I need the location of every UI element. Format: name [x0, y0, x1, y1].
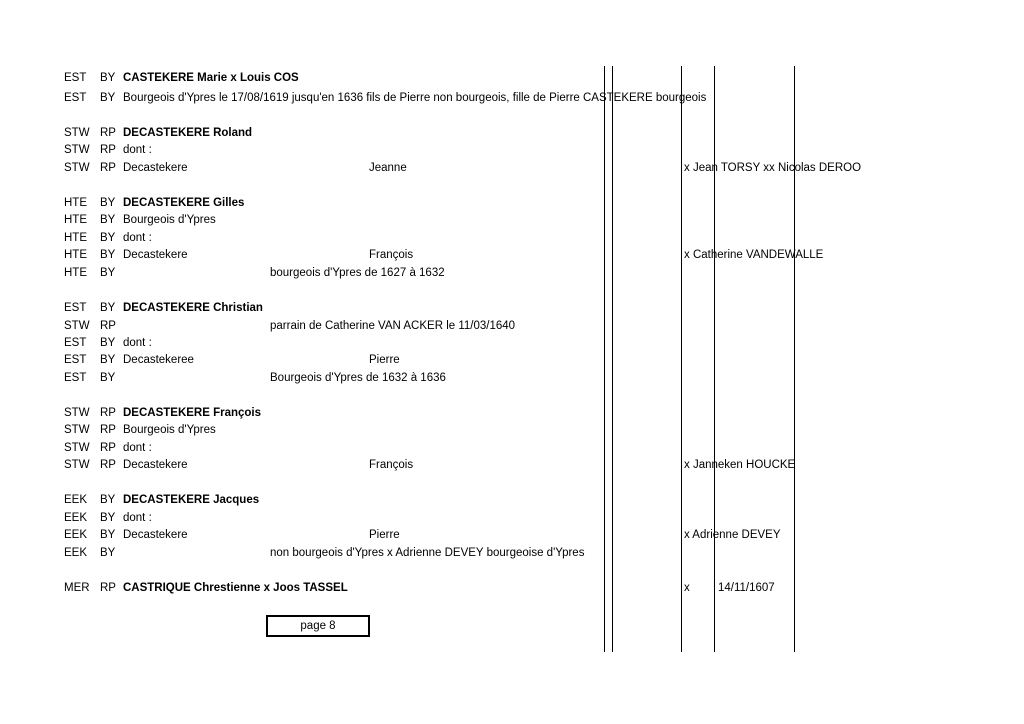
cell-c3: Bourgeois d'Ypres le 17/08/1619 jusqu'en 1636 fils de Pierre non bourgeois, fille de Pierre CASTEKERE bourgeois: [123, 92, 707, 104]
cell-c1: EEK: [64, 547, 88, 559]
cell-c5: Pierre: [369, 529, 400, 541]
cell-c3: dont :: [123, 144, 152, 156]
cell-c1: EST: [64, 92, 87, 104]
cell-c2: BY: [100, 302, 116, 314]
cell-c6: x: [684, 582, 690, 594]
cell-c4: non bourgeois d'Ypres x Adrienne DEVEY bourgeoise d'Ypres: [270, 547, 585, 559]
cell-c6: x Adrienne DEVEY: [684, 529, 781, 541]
cell-c1: EST: [64, 372, 87, 384]
cell-c6: x Janneken HOUCKE: [684, 459, 796, 471]
cell-c3: Decastekere: [123, 249, 188, 261]
cell-c2: RP: [100, 459, 116, 471]
cell-c1: STW: [64, 442, 90, 454]
cell-c2: RP: [100, 407, 116, 419]
cell-c1: STW: [64, 459, 90, 471]
cell-c2: BY: [100, 92, 116, 104]
cell-c7: 14/11/1607: [718, 582, 775, 594]
cell-c2: BY: [100, 337, 116, 349]
cell-c2: BY: [100, 214, 116, 226]
cell-c5: François: [369, 249, 414, 261]
cell-c3: dont :: [123, 442, 152, 454]
cell-c3: DECASTEKERE Gilles: [123, 197, 245, 209]
cell-c2: BY: [100, 529, 116, 541]
column-rule: [604, 66, 605, 652]
cell-c3: DECASTEKERE François: [123, 407, 262, 419]
cell-c2: RP: [100, 162, 116, 174]
cell-c3: Decastekere: [123, 529, 188, 541]
cell-c5: Jeanne: [369, 162, 407, 174]
column-rule: [681, 66, 682, 652]
cell-c1: STW: [64, 127, 90, 139]
cell-c2: RP: [100, 144, 116, 156]
cell-c2: BY: [100, 267, 116, 279]
column-rule: [794, 66, 795, 652]
cell-c2: BY: [100, 249, 116, 261]
cell-c1: MER: [64, 582, 90, 594]
cell-c1: STW: [64, 424, 90, 436]
cell-c1: HTE: [64, 197, 87, 209]
cell-c2: RP: [100, 127, 116, 139]
cell-c6: x Catherine VANDEWALLE: [684, 249, 824, 261]
cell-c1: EST: [64, 337, 87, 349]
cell-c1: HTE: [64, 249, 87, 261]
cell-c3: Bourgeois d'Ypres: [123, 214, 216, 226]
cell-c1: EEK: [64, 529, 88, 541]
cell-c3: dont :: [123, 512, 152, 524]
cell-c4: parrain de Catherine VAN ACKER le 11/03/1640: [270, 320, 516, 332]
cell-c1: HTE: [64, 232, 87, 244]
column-rule: [612, 66, 613, 652]
cell-c3: dont :: [123, 337, 152, 349]
cell-c1: STW: [64, 162, 90, 174]
cell-c1: STW: [64, 407, 90, 419]
cell-c3: CASTRIQUE Chrestienne x Joos TASSEL: [123, 582, 348, 594]
cell-c1: STW: [64, 144, 90, 156]
cell-c2: BY: [100, 72, 116, 84]
cell-c2: BY: [100, 197, 116, 209]
cell-c3: DECASTEKERE Christian: [123, 302, 263, 314]
cell-c3: DECASTEKERE Roland: [123, 127, 253, 139]
cell-c2: BY: [100, 494, 116, 506]
cell-c1: EST: [64, 354, 87, 366]
page-number: page 8: [300, 620, 336, 632]
cell-c6: x Jean TORSY xx Nicolas DEROO: [684, 162, 862, 174]
cell-c2: BY: [100, 512, 116, 524]
cell-c1: EEK: [64, 494, 88, 506]
cell-c3: Decastekere: [123, 459, 188, 471]
cell-c1: EEK: [64, 512, 88, 524]
cell-c1: STW: [64, 320, 90, 332]
column-rule: [714, 66, 715, 652]
cell-c1: EST: [64, 302, 87, 314]
cell-c3: CASTEKERE Marie x Louis COS: [123, 72, 299, 84]
cell-c2: BY: [100, 354, 116, 366]
cell-c5: Pierre: [369, 354, 400, 366]
cell-c2: RP: [100, 582, 116, 594]
cell-c1: HTE: [64, 214, 87, 226]
cell-c3: DECASTEKERE Jacques: [123, 494, 260, 506]
cell-c5: François: [369, 459, 414, 471]
cell-c1: EST: [64, 72, 87, 84]
cell-c3: dont :: [123, 232, 152, 244]
cell-c2: RP: [100, 442, 116, 454]
cell-c3: Bourgeois d'Ypres: [123, 424, 216, 436]
cell-c2: BY: [100, 232, 116, 244]
page-number-box: [266, 615, 370, 637]
cell-c3: Decastekeree: [123, 354, 194, 366]
cell-c2: BY: [100, 547, 116, 559]
cell-c4: Bourgeois d'Ypres de 1632 à 1636: [270, 372, 446, 384]
cell-c2: RP: [100, 320, 116, 332]
cell-c2: BY: [100, 372, 116, 384]
cell-c1: HTE: [64, 267, 87, 279]
cell-c2: RP: [100, 424, 116, 436]
cell-c3: Decastekere: [123, 162, 188, 174]
cell-c4: bourgeois d'Ypres de 1627 à 1632: [270, 267, 445, 279]
